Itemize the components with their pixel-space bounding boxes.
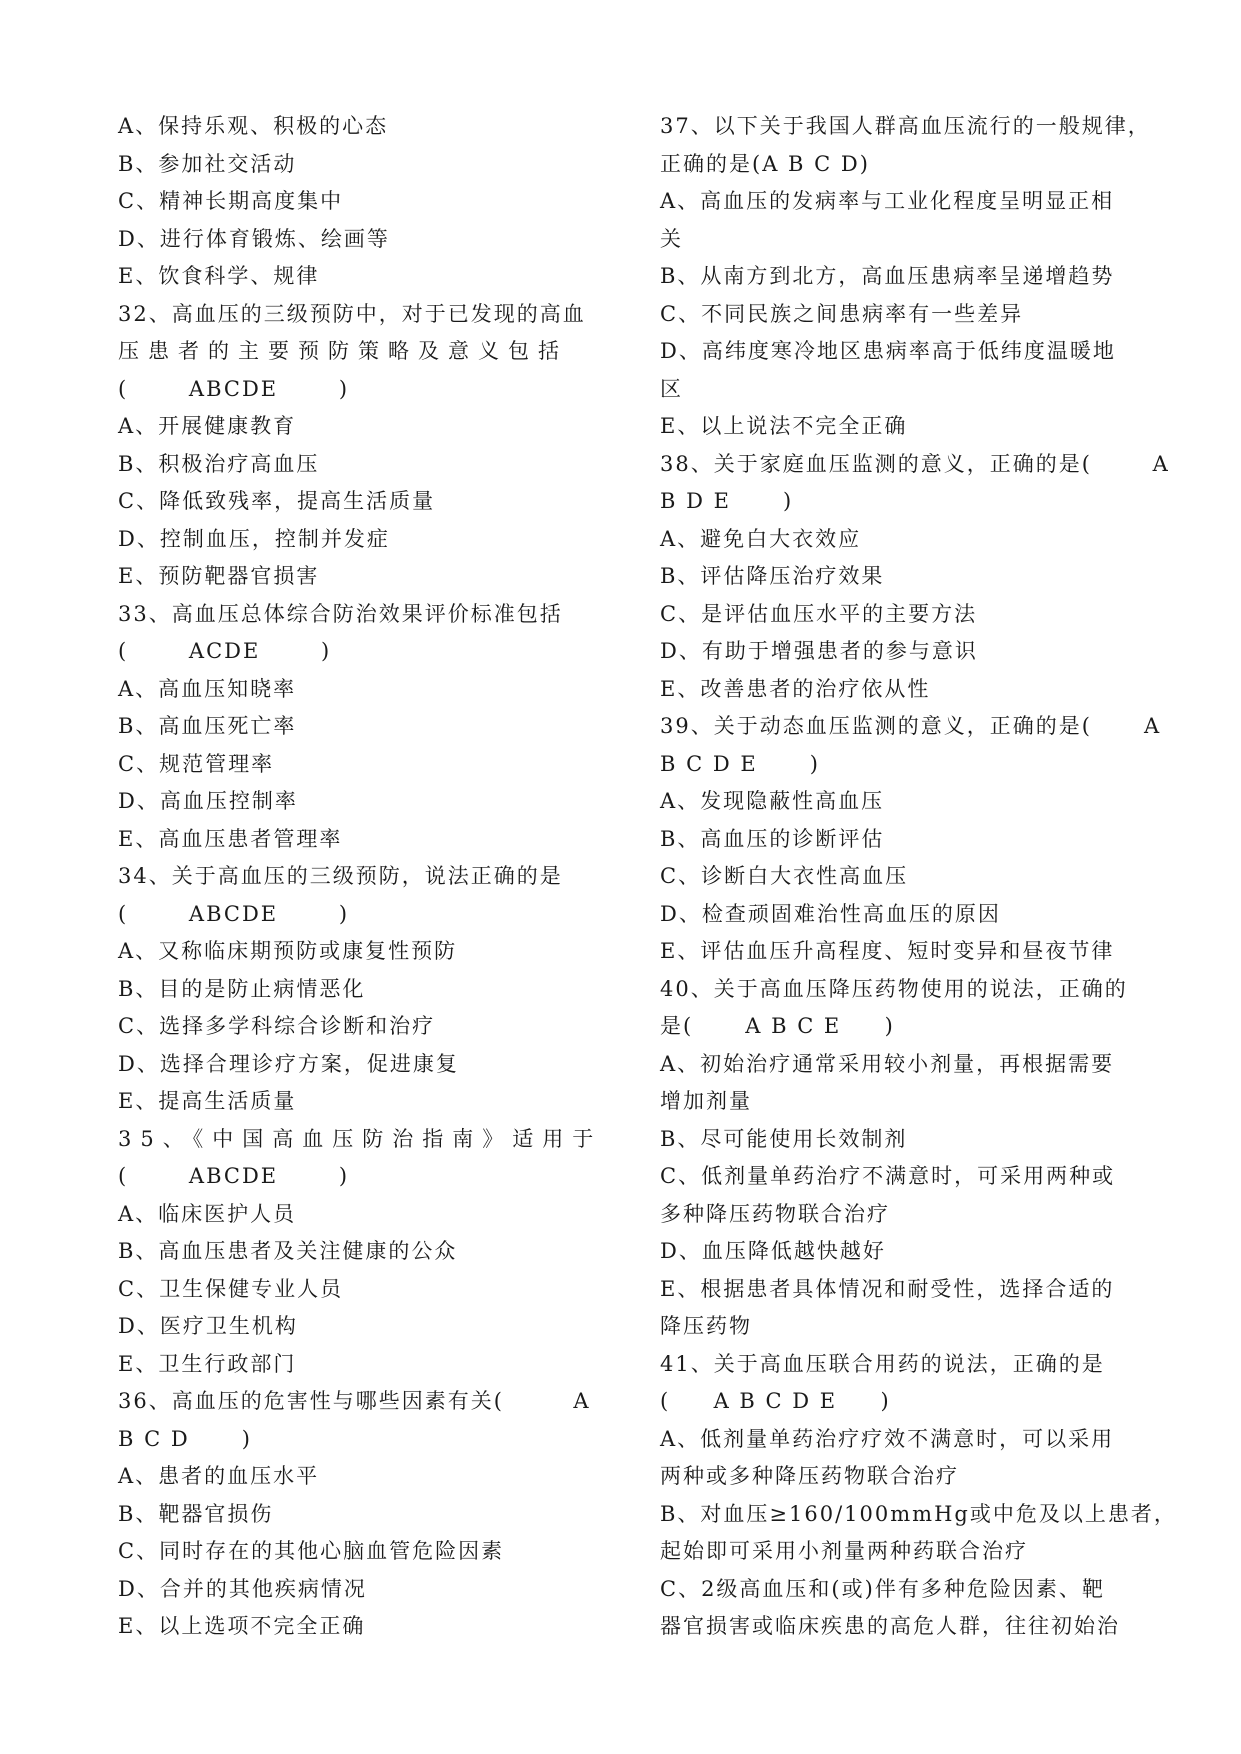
text-line: C、是评估血压水平的主要方法 — [660, 601, 978, 626]
text-line: B、高血压死亡率 — [118, 714, 297, 738]
question-39: 39、关于动态血压监测的意义，正确的是( A — [660, 714, 1162, 738]
text-line: E、以上选项不完全正确 — [118, 1614, 366, 1638]
text-line: A、避免白大衣效应 — [660, 526, 862, 551]
text-line: A、高血压的发病率与工业化程度呈明显正相 — [660, 189, 1115, 213]
text-line: D、高纬度寒冷地区患病率高于低纬度温暖地 — [660, 339, 1116, 363]
text-line: B、参加社交活动 — [118, 151, 297, 176]
text-line: B、高血压的诊断评估 — [660, 826, 885, 851]
text-line: E、饮食科学、规律 — [118, 264, 320, 288]
answer-key: ( ABCDE ) — [118, 901, 350, 926]
text-line: 降压药物 — [660, 1314, 752, 1338]
text-line: C、选择多学科综合诊断和治疗 — [118, 1014, 436, 1038]
text-line: B、积极治疗高血压 — [118, 451, 320, 476]
answer-key: 正确的是(A B C D) — [660, 151, 870, 176]
text-line: D、选择合理诊疗方案，促进康复 — [118, 1051, 459, 1076]
text-line: 增加剂量 — [660, 1089, 752, 1113]
answer-key: B C D ) — [118, 1426, 252, 1451]
text-line: A、又称临床期预防或康复性预防 — [118, 939, 458, 963]
question-34: 34、关于高血压的三级预防，说法正确的是 — [118, 864, 563, 888]
text-line: C、精神长期高度集中 — [118, 189, 344, 213]
text-line: D、高血压控制率 — [118, 789, 298, 813]
text-line: C、2级高血压和(或)伴有多种危险因素、靶 — [660, 1576, 1105, 1601]
text-line: B、从南方到北方，高血压患病率呈递增趋势 — [660, 264, 1115, 288]
text-line: A、患者的血压水平 — [118, 1464, 320, 1488]
question-37: 37、以下关于我国人群高血压流行的一般规律， — [660, 114, 1151, 138]
text-line: B、高血压患者及关注健康的公众 — [118, 1239, 458, 1263]
answer-key: 是( A B C E ) — [660, 1014, 895, 1038]
text-line: 器官损害或临床疾患的高危人群，往往初始治 — [660, 1614, 1120, 1638]
text-line: C、规范管理率 — [118, 751, 275, 776]
text-line: E、卫生行政部门 — [118, 1351, 297, 1376]
right-column — [660, 108, 1177, 1646]
text-line: E、改善患者的治疗依从性 — [660, 676, 931, 701]
text-line: C、诊断白大衣性高血压 — [660, 864, 909, 888]
answer-key: ( ACDE ) — [118, 639, 332, 663]
text-line: E、以上说法不完全正确 — [660, 414, 908, 438]
text-line: D、控制血压，控制并发症 — [118, 526, 390, 551]
text-line: C、不同民族之间患病率有一些差异 — [660, 301, 1024, 326]
answer-key: ( ABCDE ) — [118, 1164, 350, 1188]
text-line: 关 — [660, 226, 683, 251]
answer-key: ( ABCDE ) — [118, 376, 350, 401]
text-line: A、初始治疗通常采用较小剂量，再根据需要 — [660, 1051, 1115, 1076]
text-line: B、尽可能使用长效制剂 — [660, 1126, 908, 1151]
question-41: 41、关于高血压联合用药的说法，正确的是 — [660, 1351, 1105, 1376]
text-line: E、高血压患者管理率 — [118, 826, 343, 851]
text-line: E、根据患者具体情况和耐受性，选择合适的 — [660, 1276, 1115, 1301]
question-38: 38、关于家庭血压监测的意义，正确的是( A — [660, 451, 1170, 476]
text-line: B、对血压≥160/100mmHg或中危及以上患者， — [660, 1501, 1177, 1526]
text-line: D、医疗卫生机构 — [118, 1314, 298, 1338]
text-line: A、保持乐观、积极的心态 — [118, 114, 389, 138]
text-line: D、合并的其他疾病情况 — [118, 1576, 367, 1601]
question-33: 33、高血压总体综合防治效果评价标准包括 — [118, 601, 563, 626]
text-line: C、同时存在的其他心脑血管危险因素 — [118, 1539, 505, 1563]
answer-key: B D E ) — [660, 489, 794, 513]
text-line: 区 — [660, 376, 683, 401]
text-line: B、靶器官损伤 — [118, 1501, 274, 1526]
text-line: A、低剂量单药治疗疗效不满意时，可以采用 — [660, 1426, 1115, 1451]
text-line: D、有助于增强患者的参与意识 — [660, 639, 978, 663]
text-line: 两种或多种降压药物联合治疗 — [660, 1464, 959, 1488]
text-line: A、发现隐蔽性高血压 — [660, 789, 885, 813]
text-line: C、低剂量单药治疗不满意时，可采用两种或 — [660, 1164, 1116, 1188]
text-line: B、评估降压治疗效果 — [660, 564, 885, 588]
answer-key: B C D E ) — [660, 751, 820, 776]
text-line: 多种降压药物联合治疗 — [660, 1201, 890, 1226]
text-line: E、预防靶器官损害 — [118, 564, 320, 588]
left-column — [118, 108, 603, 1646]
text-line: A、临床医护人员 — [118, 1201, 297, 1226]
text-line: D、进行体育锻炼、绘画等 — [118, 226, 390, 251]
question-40: 40、关于高血压降压药物使用的说法，正确的 — [660, 976, 1128, 1001]
question-32: 32、高血压的三级预防中，对于已发现的高血 — [118, 301, 586, 326]
text-line: D、血压降低越快越好 — [660, 1239, 886, 1263]
text-line: B、目的是防止病情恶化 — [118, 976, 366, 1001]
text-line: C、卫生保健专业人员 — [118, 1276, 344, 1301]
text-line: E、提高生活质量 — [118, 1089, 297, 1113]
text-line: A、高血压知晓率 — [118, 676, 297, 701]
text-line: 压患者的主要预防策略及意义包括 — [118, 339, 568, 363]
text-line: 起始即可采用小剂量两种药联合治疗 — [660, 1539, 1028, 1563]
text-line: A、开展健康教育 — [118, 414, 297, 438]
question-35: 35、《中国高血压防治指南》适用于 — [118, 1126, 603, 1151]
text-line: E、评估血压升高程度、短时变异和昼夜节律 — [660, 939, 1115, 963]
text-line: D、检查顽固难治性高血压的原因 — [660, 901, 1001, 926]
text-line: C、降低致残率，提高生活质量 — [118, 489, 436, 513]
answer-key: ( A B C D E ) — [660, 1389, 891, 1413]
question-36: 36、高血压的危害性与哪些因素有关( A — [118, 1389, 591, 1413]
